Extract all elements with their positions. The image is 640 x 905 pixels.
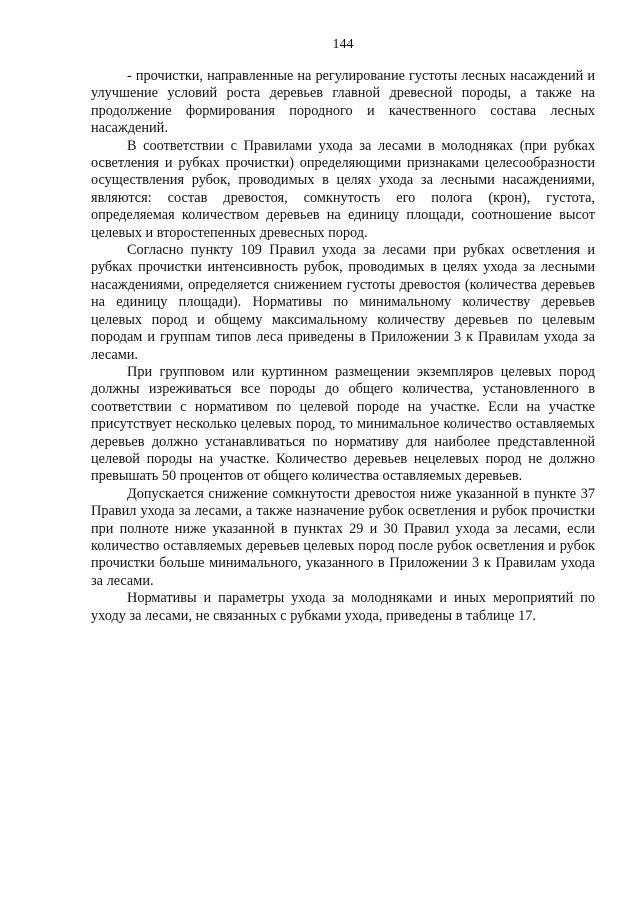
paragraph-cleaning-purpose: - прочистки, направленные на регулирование густоты лесных насаждений и улучшение условий роста деревьев главной древесной породы, а также на продолжение формирования породного и качественного состава лесных насаждений. <box>91 68 595 137</box>
paragraph-felling-intensity: Согласно пункту 109 Правил ухода за лесами при рубках осветления и рубках прочистки интенсивность рубок, проводимых в целях ухода за лесными насаждениями, определяется снижением густоты древостоя (количества деревьев на единицу площади). Нормативы по минимальному количеству деревьев целевых пород и общему максимальному количеству деревьев по целевым породам и группам типов леса приведены в Приложении 3 к Правилам ухода за лесами. <box>91 242 595 363</box>
paragraph-youngstand-criteria: В соответствии с Правилами ухода за лесами в молодняках (при рубках осветления и рубках прочистки) определяющими признаками целесообразности осуществления рубок, проводимых в целях ухода за лесными насаждениями, являются: состав древостоя, сомкнутость его полога (крон), густота, определяемая количеством деревьев на единицу площади, соотношение высот целевых и второстепенных древесных пород. <box>91 137 595 241</box>
page-number: 144 <box>332 37 354 52</box>
paragraph-standards-reference: Нормативы и параметры ухода за молодняками и иных мероприятий по уходу за лесами, не связанных с рубками ухода, приведены в таблице 17. <box>91 590 595 624</box>
document-page <box>91 36 595 625</box>
paragraph-canopy-reduction: Допускается снижение сомкнутости древостоя ниже указанной в пункте 37 Правил ухода за лесами, а также назначение рубок осветления и рубок прочистки при полноте ниже указанной в пунктах 29 и 30 Правил ухода за лесами, если количество оставляемых деревьев целевых пород после рубок осветления и рубок прочистки больше минимального, указанного в Приложении 3 к Правилам ухода за лесами. <box>91 485 595 589</box>
paragraph-group-placement: При групповом или куртинном размещении экземпляров целевых пород должны изреживаться все породы до общего количества, установленного в соответствии с нормативом по целевой породе на участке. Если на участке присутствует несколько целевых пород, то минимальное количество оставляемых деревьев должно устанавливаться по нормативу для наиболее представленной целевой породы на участке. Количество деревьев нецелевых пород не должно превышать 50 процентов от общего количества оставляемых деревьев. <box>91 363 595 485</box>
